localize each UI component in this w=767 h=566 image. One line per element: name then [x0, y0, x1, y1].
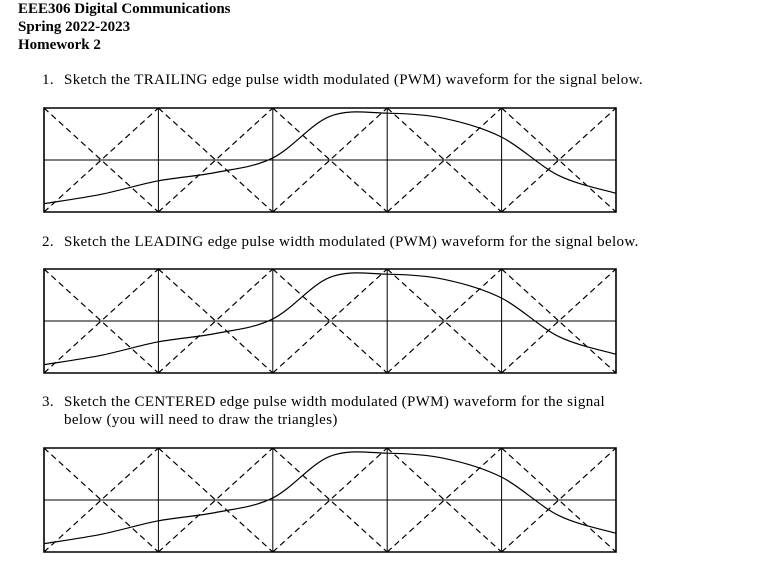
- term-label: Spring 2022-2023: [18, 19, 131, 35]
- question-1-number: 1.: [42, 72, 54, 88]
- question-3: [42, 393, 605, 429]
- question-1: [42, 71, 643, 89]
- diagram-2-signal-curve: [44, 273, 616, 365]
- question-1-text: Sketch the TRAILING edge pulse width modulated (PWM) waveform for the signal below.: [64, 72, 643, 88]
- question-3-number: 3.: [42, 394, 54, 410]
- diagram-3-signal-curve: [44, 452, 616, 544]
- question-3-text: Sketch the CENTERED edge pulse width modulated (PWM) waveform for the signal: [64, 394, 606, 410]
- pwm-diagram-2[interactable]: [0, 259, 767, 379]
- pwm-diagram-3[interactable]: [0, 438, 767, 558]
- assignment-label: Homework 2: [18, 37, 101, 53]
- question-3-text-continued: below (you will need to draw the triangles): [64, 412, 338, 428]
- pwm-diagram-1[interactable]: [0, 98, 767, 218]
- question-2: [42, 233, 639, 251]
- course-title: EEE306 Digital Communications: [18, 1, 231, 17]
- document-header: [18, 0, 231, 54]
- question-2-text: Sketch the LEADING edge pulse width modulated (PWM) waveform for the signal below.: [64, 234, 639, 250]
- diagram-1-signal-curve: [44, 112, 616, 204]
- question-2-number: 2.: [42, 234, 54, 250]
